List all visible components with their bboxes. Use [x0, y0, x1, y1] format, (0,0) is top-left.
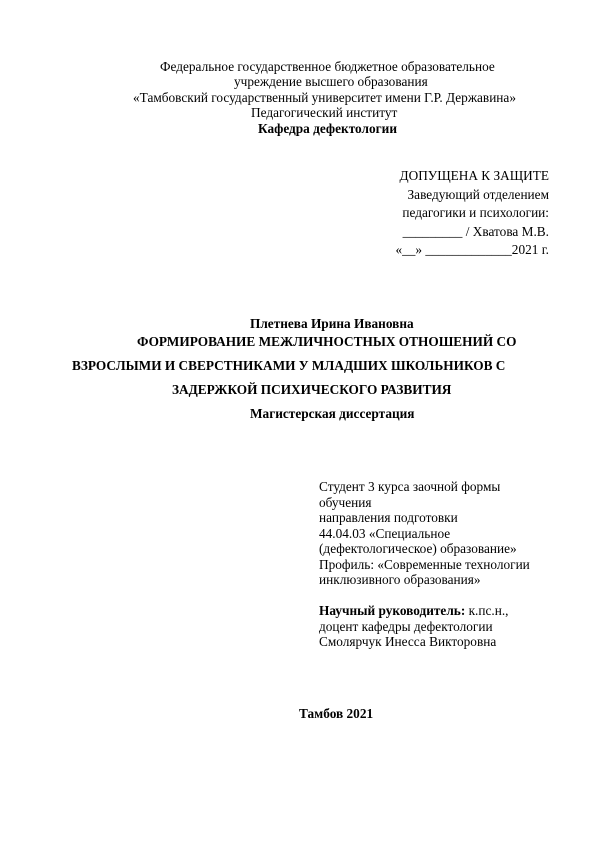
- student-line-3: направления подготовки: [319, 510, 458, 525]
- approval-date: «__» _____________2021 г.: [395, 242, 549, 257]
- approval-block: [395, 167, 549, 260]
- student-line-1: Студент 3 курса заочной формы: [319, 479, 501, 494]
- city-year: Тамбов 2021: [299, 706, 374, 721]
- student-line-7: инклюзивного образования»: [319, 572, 481, 587]
- work-type: Магистерская диссертация: [250, 406, 415, 421]
- student-block: [319, 479, 559, 650]
- department-name: Кафедра дефектологии: [258, 121, 397, 136]
- org-line-4: Педагогический институт: [251, 105, 398, 120]
- org-line-2: учреждение высшего образования: [234, 74, 428, 89]
- org-line-1: Федеральное государственное бюджетное образовательное: [160, 59, 495, 74]
- supervisor-position: доцент кафедры дефектологии: [319, 618, 493, 634]
- student-line-2: обучения: [319, 494, 372, 510]
- spacer: [319, 588, 559, 604]
- supervisor-name: Смолярчук Инесса Викторовна: [319, 634, 497, 649]
- student-line-4: 44.04.03 «Специальное: [319, 525, 451, 541]
- approval-heading: ДОПУЩЕНА К ЗАЩИТЕ: [399, 168, 549, 183]
- student-line-5: (дефектологическое) образование»: [319, 541, 517, 556]
- approval-line-2: педагогики и психологии:: [402, 205, 549, 220]
- author-name: Плетнева Ирина Ивановна: [250, 316, 414, 331]
- title-line-3: ЗАДЕРЖКОЙ ПСИХИЧЕСКОГО РАЗВИТИЯ: [172, 382, 452, 397]
- approval-line-1: Заведующий отделением: [407, 186, 549, 202]
- org-line-3: «Тамбовский государственный университет имени Г.Р. Державина»: [133, 90, 516, 105]
- approval-signature: _________ / Хватова М.В.: [402, 223, 549, 239]
- supervisor-degree: к.пс.н.,: [465, 603, 509, 618]
- supervisor-label: Научный руководитель:: [319, 603, 466, 618]
- supervisor-line-1: [319, 603, 559, 619]
- title-line-2: ВЗРОСЛЫМИ И СВЕРСТНИКАМИ У МЛАДШИХ ШКОЛЬНИКОВ С: [72, 358, 506, 373]
- student-line-6: Профиль: «Современные технологии: [319, 556, 530, 572]
- title-line-1: ФОРМИРОВАНИЕ МЕЖЛИЧНОСТНЫХ ОТНОШЕНИЙ СО: [137, 334, 517, 349]
